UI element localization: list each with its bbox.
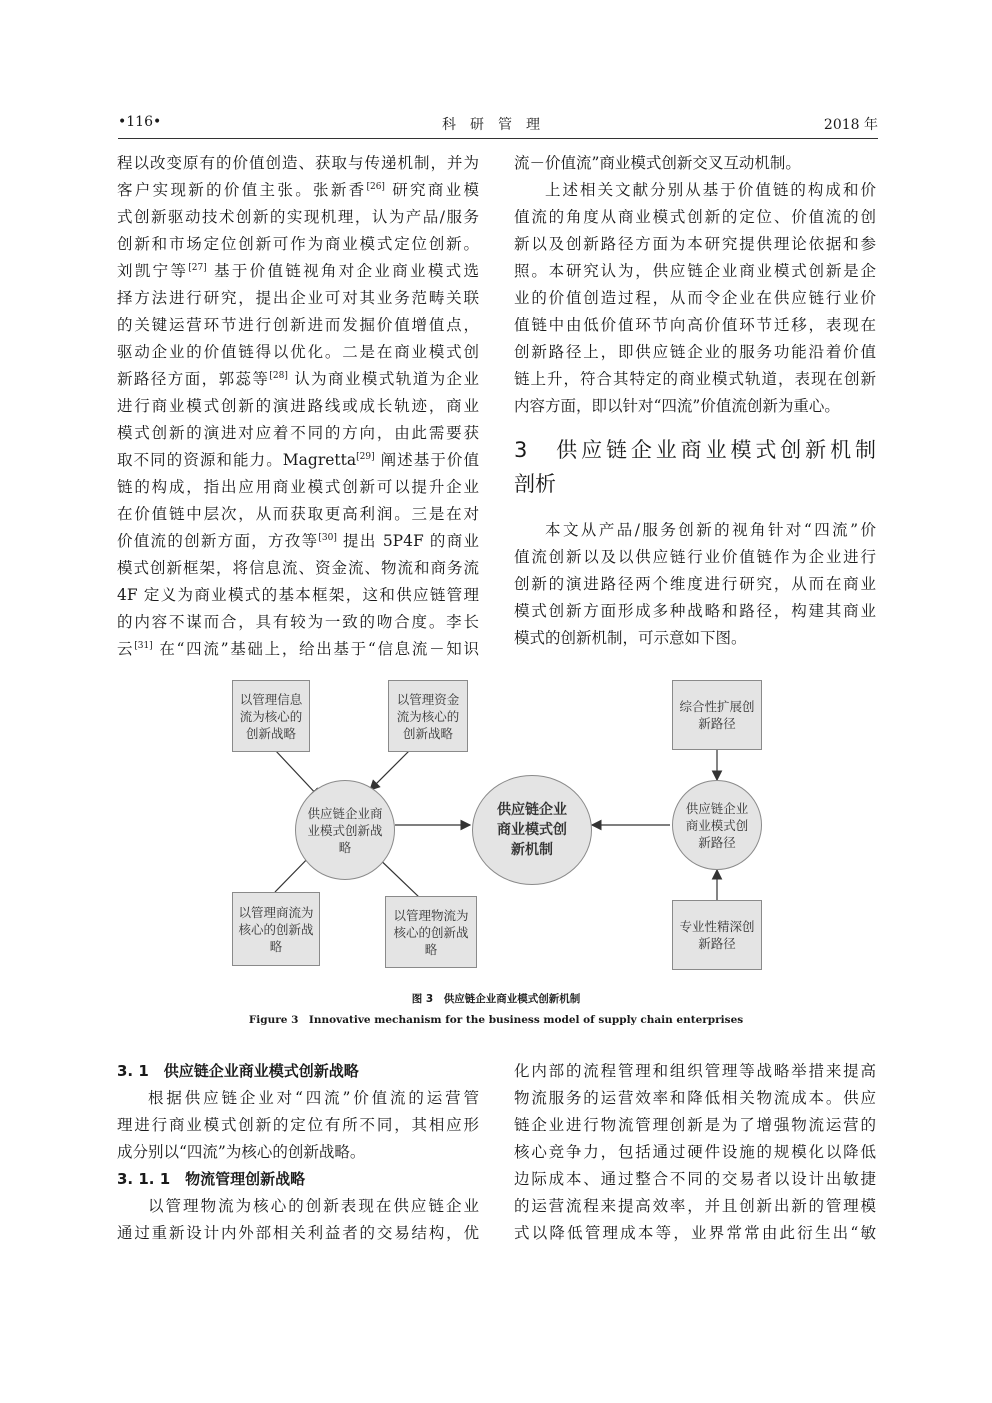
box-info-flow-strategy: 以管理信息流为核心的创新战略 [232,680,310,752]
text-line: 程以改变原有的价值创造、获取与传递机制，并为 [117,154,479,172]
figure-caption-en: Figure 3 Innovative mechanism for the business model of supply chain enterprises [248,1014,744,1026]
text-line: 链企业进行物流管理创新是为了增强物流运营的 [514,1116,876,1134]
text-line: 值流创新以及以供应链行业价值链作为企业进行 [514,548,876,566]
text-line: 择方法进行研究，提出企业可对其业务范畴关联 [117,289,479,307]
text-line: 新路径方面，郭蕊等[28] 认为商业模式轨道为企业 [117,370,479,388]
heading-line: 剖析 [514,472,556,496]
figure-3-diagram [220,670,780,975]
circle-innovation-mechanism: 供应链企业商业模式创新机制 [472,775,592,885]
text-line: 在价值链中层次，从而获取更高利润。三是在对 [117,505,479,523]
box-specialized-path: 专业性精深创新路径 [672,900,762,970]
left-column-top [117,150,479,663]
text-line: 本文从产品/服务创新的视角针对“四流”价 [545,521,876,539]
text-line: 模式的创新机制，可示意如下图。 [514,629,747,647]
text-line: 新以及创新路径方面为本研究提供理论依据和参 [514,235,876,253]
text-line: 4F 定义为商业模式的基本框架，这和供应链管理 [117,586,479,604]
journal-year: 2018 年 [823,117,878,133]
text-line: 链的构成，指出应用商业模式创新可以提升企业 [117,478,479,496]
box-comprehensive-path: 综合性扩展创新路径 [672,680,762,750]
text-line: 创新和市场定位创新可作为商业模式定位创新。 [117,235,479,253]
figure-caption-cn: 图 3 供应链企业商业模式创新机制 [411,993,581,1005]
text-line: 根据供应链企业对“四流”价值流的运营管 [148,1089,479,1107]
section-3-1-heading: 3. 1 供应链企业商业模式创新战略 [117,1062,359,1080]
text-line: 进行商业模式创新的演进路线或成长轨迹，商业 [117,397,479,415]
left-column-bottom [117,1058,479,1247]
page-number: •116• [118,114,162,130]
text-line: 以管理物流为核心的创新表现在供应链企业 [148,1197,479,1215]
header-rule [118,138,878,139]
text-line: 通过重新设计内外部相关利益者的交易结构，优 [117,1224,479,1242]
running-header [118,114,878,136]
arrow-fund-to-strategy [370,750,410,790]
text-line: 驱动企业的价值链得以优化。二是在商业模式创 [117,343,479,361]
text-line: 模式创新方面形成多种战略和路径，构建其商业 [514,602,876,620]
circle-innovation-path: 供应链企业商业模式创新路径 [672,780,762,870]
text-line: 流－价值流”商业模式创新交叉互动机制。 [514,154,801,172]
text-line: 的运营流程来提高效率，并且创新出新的管理模 [514,1197,876,1215]
text-line: 化内部的流程管理和组织管理等战略举措来提高 [514,1062,876,1080]
box-fund-flow-strategy: 以管理资金流为核心的创新战略 [388,680,468,752]
text-line: 客户实现新的价值主张。张新香[26] 研究商业模 [117,181,479,199]
text-line: 价值流的创新方面，方孜等[30] 提出 5P4F 的商业 [117,532,479,550]
text-line: 照。本研究认为，供应链企业商业模式创新是企 [514,262,876,280]
text-line: 值流的角度从商业模式创新的定位、价值流的创 [514,208,876,226]
right-column-bottom [514,1058,876,1247]
section-3-heading [514,433,876,501]
text-line: 刘凯宁等[27] 基于价值链视角对企业商业模式选 [117,262,479,280]
text-line: 取不同的资源和能力。Magretta[29] 阐述基于价值 [117,451,479,469]
text-line: 云[31] 在“四流”基础上，给出基于“信息流－知识 [117,640,479,658]
circle-innovation-strategy: 供应链企业商业模式创新战略 [295,780,395,880]
text-line: 模式创新的演进对应着不同的方向，由此需要获 [117,424,479,442]
text-line: 的内容不谋而合，具有较为一致的吻合度。李长 [117,613,479,631]
text-line: 上述相关文献分别从基于价值链的构成和价 [545,181,876,199]
text-line: 创新路径上，即供应链企业的服务功能沿着价值 [514,343,876,361]
text-line: 业的价值创造过程，从而令企业在供应链行业价 [514,289,876,307]
text-line: 创新的演进路径两个维度进行研究，从而在商业 [514,575,876,593]
heading-line: 3 供应链企业商业模式创新机制 [514,438,876,462]
journal-name: 科研管理 [442,117,554,133]
text-line: 内容方面，即以针对“四流”价值流创新为重心。 [514,397,840,415]
text-line: 值链中由低价值环节向高价值环节迁移，表现在 [514,316,876,334]
right-column-top [514,150,876,420]
text-line: 的关键运营环节进行创新进而发掘价值增值点， [117,316,479,334]
section-3-paragraph [514,517,876,652]
section-3-1-1-heading: 3. 1. 1 物流管理创新战略 [117,1170,306,1188]
text-line: 模式创新框架，将信息流、资金流、物流和商务流 [117,559,479,577]
box-logistics-flow-strategy: 以管理物流为核心的创新战略 [385,896,477,968]
box-commerce-flow-strategy: 以管理商流为核心的创新战略 [232,892,320,966]
text-line: 理进行商业模式创新的定位有所不同，其相应形 [117,1116,479,1134]
text-line: 成分别以“四流”为核心的创新战略。 [117,1143,366,1161]
text-line: 核心竞争力，包括通过硬件设施的规模化以降低 [514,1143,876,1161]
text-line: 式以降低管理成本等，业界常常由此衍生出“敏 [514,1224,876,1242]
text-line: 边际成本、通过整合不同的交易者以设计出敏捷 [514,1170,876,1188]
text-line: 物流服务的运营效率和降低相关物流成本。供应 [514,1089,876,1107]
text-line: 式创新驱动技术创新的实现机理，认为产品/服务 [117,208,479,226]
text-line: 链上升，符合其特定的商业模式轨道，表现在创新 [514,370,876,388]
